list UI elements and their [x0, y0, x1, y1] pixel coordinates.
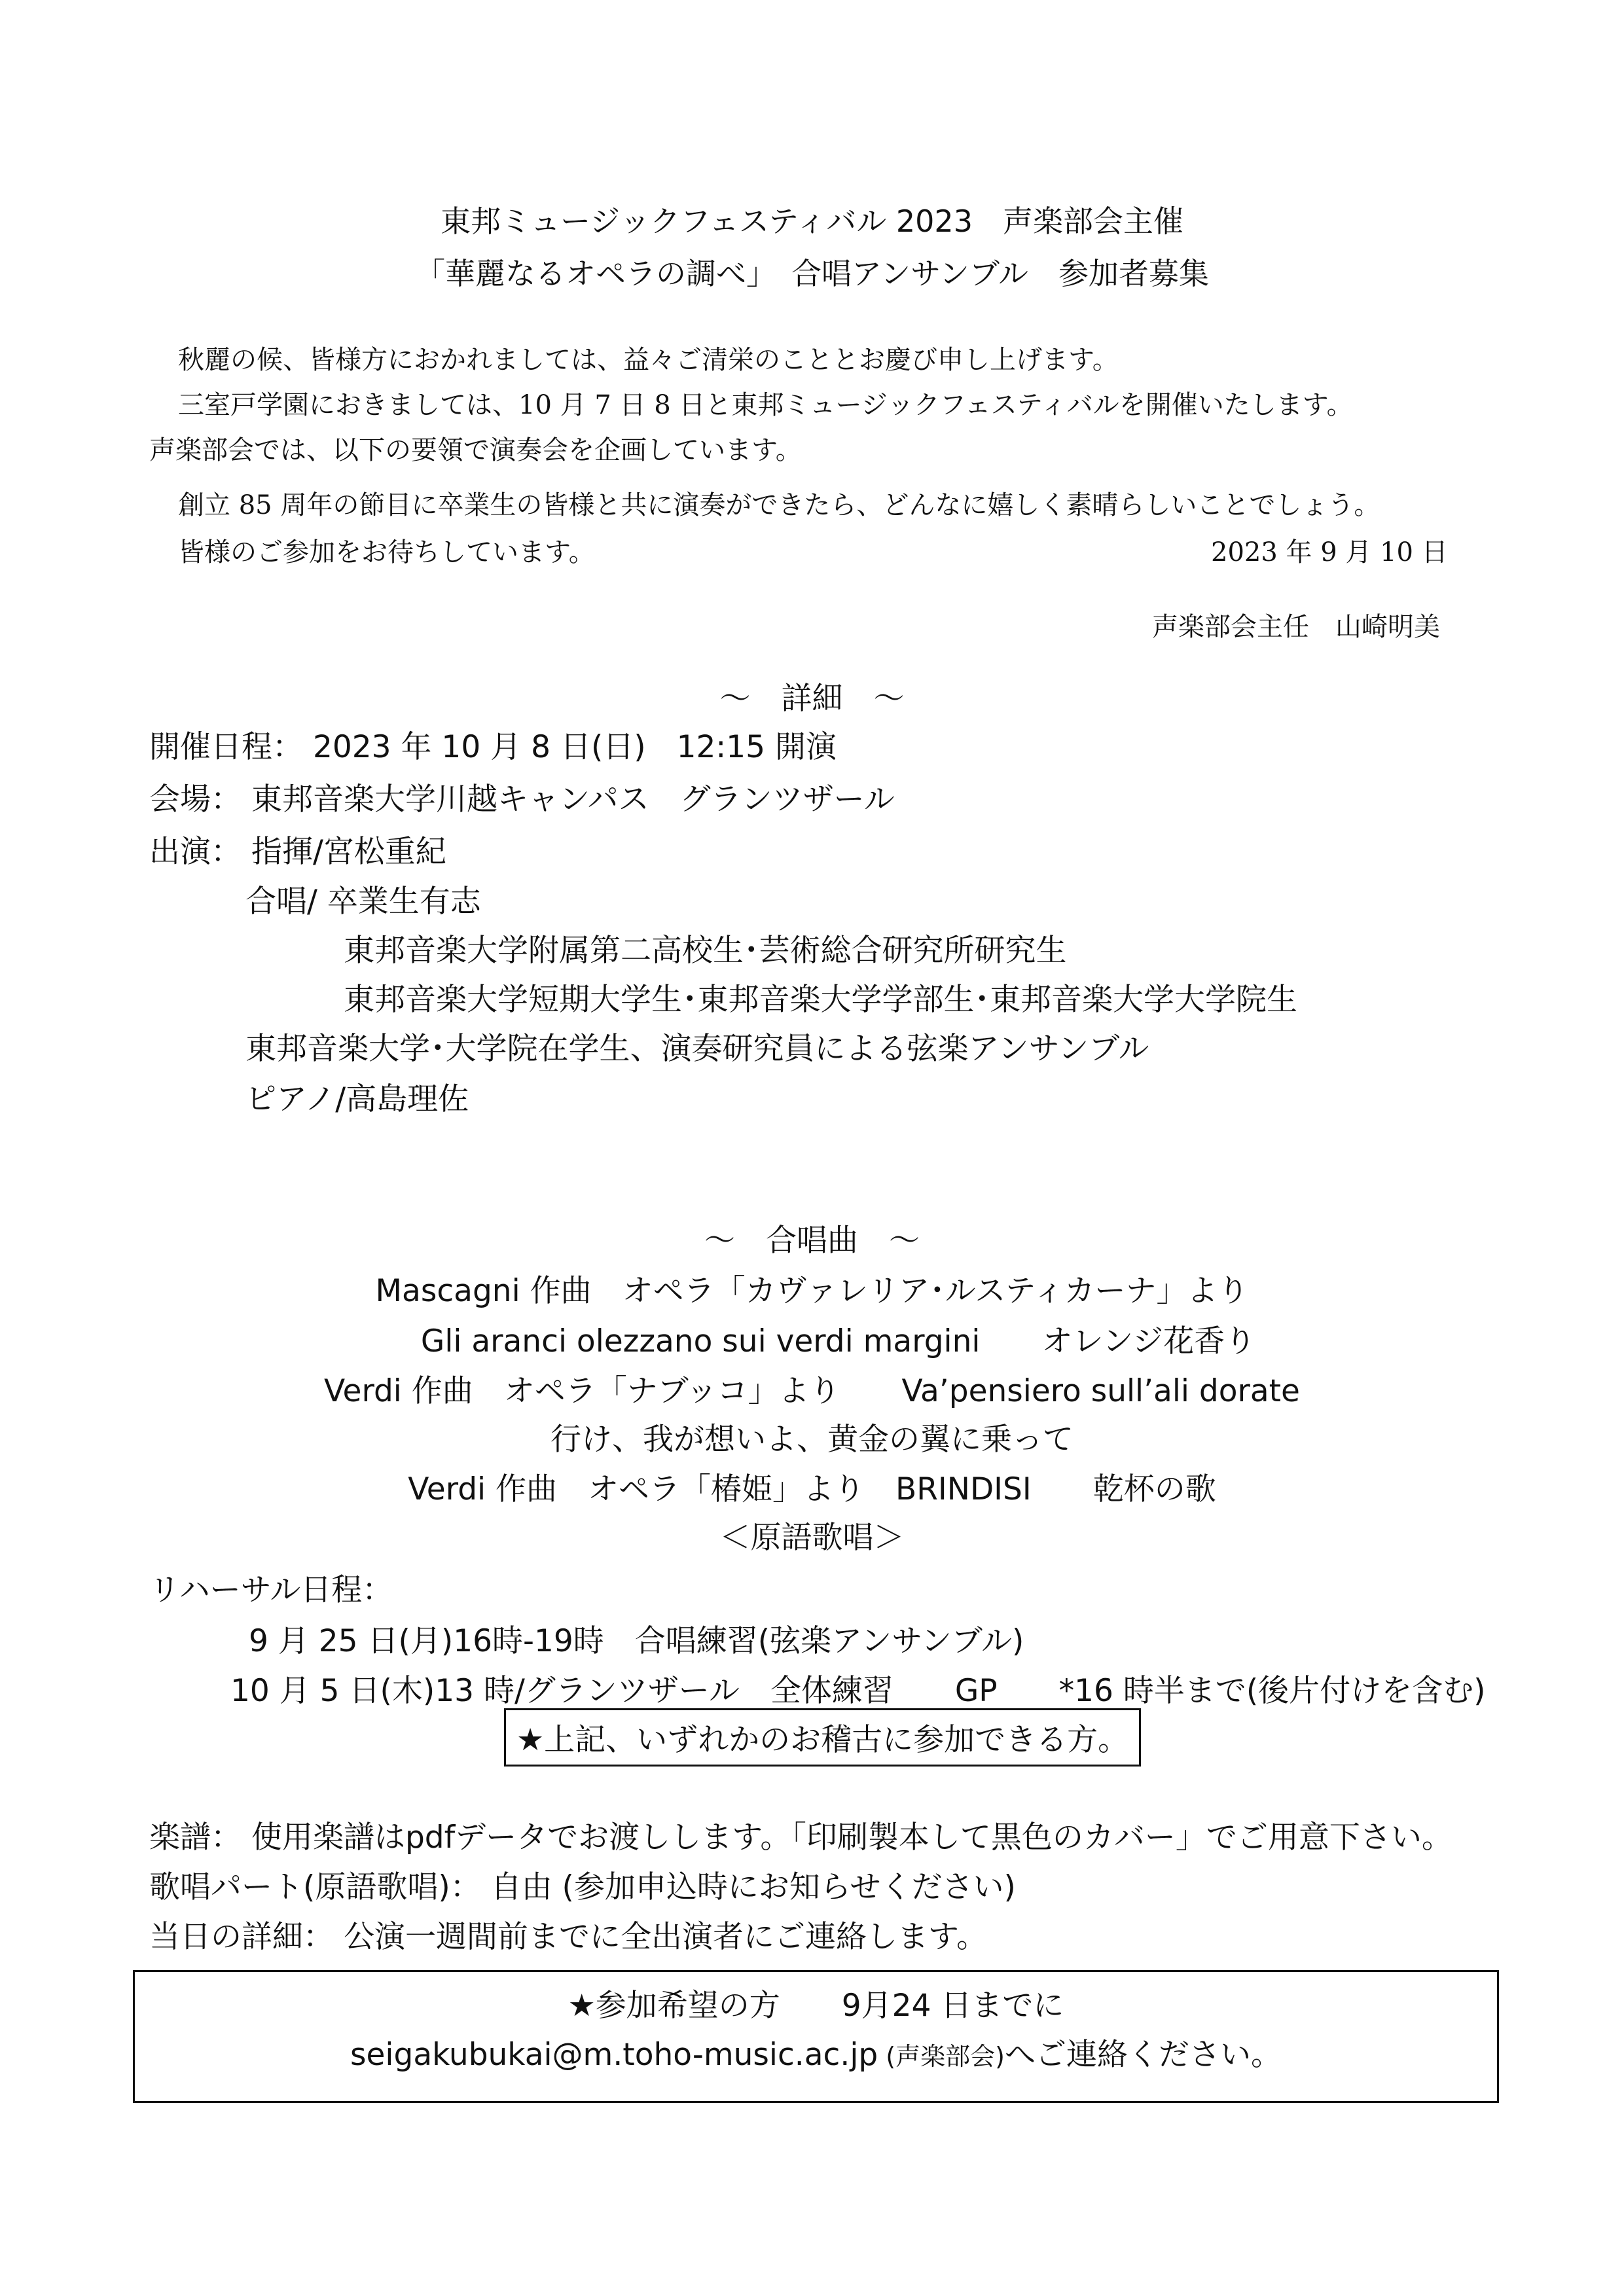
- song-line-1: Mascagni 作曲 オペラ「カヴァレリア･ルスティカーナ」より: [375, 1273, 1249, 1309]
- page-title: 東邦ミュージックフェスティバル 2023 声楽部会主催: [441, 204, 1183, 239]
- song-line-6: ＜原語歌唱＞: [719, 1520, 905, 1556]
- song-line-4: 行け、我が想いよ、黄金の翼に乗って: [550, 1422, 1074, 1458]
- performers-piano: ピアノ/高島理佐: [245, 1081, 469, 1117]
- rehearsal-item-1: 9 月 25 日(月)16時-19時 合唱練習(弦楽アンサンブル): [249, 1623, 1024, 1659]
- performers-chorus: 合唱/ 卒業生有志: [245, 884, 481, 920]
- rehearsal-heading: リハーサル日程：: [149, 1572, 393, 1608]
- intro-paragraph-3: 創立 85 周年の節目に卒業生の皆様と共に演奏ができたら、どんなに嬉しく素晴らしいことでしょう。: [178, 490, 1380, 520]
- signature: 声楽部会主任 山崎明美: [1152, 612, 1440, 642]
- intro-paragraph-2: 三室戸学園におきましては、10 月 7 日 8 日と東邦ミュージックフェスティバルを開催いたします。: [178, 390, 1353, 420]
- contact-box: [133, 1970, 1499, 2103]
- song-line-2: Gli aranci olezzano sui verdi margini オレンジ花香り: [420, 1323, 1256, 1359]
- contact-email[interactable]: seigakubukai@m.toho-music.ac.jp: [350, 2037, 878, 2073]
- day-details-line: 当日の詳細： 公演一週間前までに全出演者にご連絡します。: [149, 1919, 988, 1955]
- song-line-5: Verdi 作曲 オペラ「椿姫」より BRINDISI 乾杯の歌: [408, 1471, 1216, 1507]
- contact-deadline: ★参加希望の方 9月24 日までに: [568, 1988, 1064, 2024]
- page-subtitle: 「華麗なるオペラの調べ」 合唱アンサンブル 参加者募集: [414, 256, 1210, 291]
- intro-paragraph-4: 皆様のご参加をお待ちしています。: [178, 537, 595, 567]
- intro-paragraph-1: 秋麗の候、皆様方におかれましては、益々ご清栄のこととお慶び申し上げます。: [178, 345, 1119, 375]
- song-line-3: Verdi 作曲 オペラ「ナブッコ」より Va’pensiero sull’ali dorate: [324, 1373, 1300, 1409]
- part-line: 歌唱パート(原語歌唱)： 自由 (参加申込時にお知らせください): [149, 1869, 1016, 1905]
- details-heading: ～ 詳細 ～: [719, 681, 905, 717]
- rehearsal-item-2: 10 月 5 日(木)13 時/グランツザール 全体練習 GP *16 時半まで(後片付けを含む): [230, 1673, 1486, 1709]
- intro-paragraph-2-cont: 声楽部会では、以下の要領で演奏会を企画しています。: [149, 435, 802, 465]
- event-schedule: 開催日程： 2023 年 10 月 8 日(日) 12:15 開演: [149, 729, 837, 765]
- rehearsal-notice: ★上記、いずれかのお稽古に参加できる方。: [504, 1708, 1141, 1767]
- performers-strings: 東邦音楽大学･大学院在学生、演奏研究員による弦楽アンサンブル: [245, 1031, 1149, 1067]
- songs-heading: ～ 合唱曲 ～: [704, 1223, 920, 1259]
- contact-line: [135, 2030, 1497, 2074]
- event-venue: 会場： 東邦音楽大学川越キャンパス グランツザール: [149, 781, 895, 817]
- contact-tail: へご連絡ください。: [1004, 2037, 1282, 2073]
- letter-date: 2023 年 9 月 10 日: [1211, 537, 1448, 567]
- contact-group: (声楽部会): [878, 2042, 1005, 2071]
- performers-conductor: 出演： 指揮/宮松重紀: [149, 834, 446, 870]
- score-line: 楽譜： 使用楽譜はpdfデータでお渡しします。「印刷製本して黒色のカバー」でご用意下さい。: [149, 1820, 1453, 1856]
- performers-chorus-3: 東邦音楽大学短期大学生･東邦音楽大学学部生･東邦音楽大学大学院生: [344, 982, 1297, 1018]
- performers-chorus-2: 東邦音楽大学附属第二高校生･芸術総合研究所研究生: [344, 933, 1067, 969]
